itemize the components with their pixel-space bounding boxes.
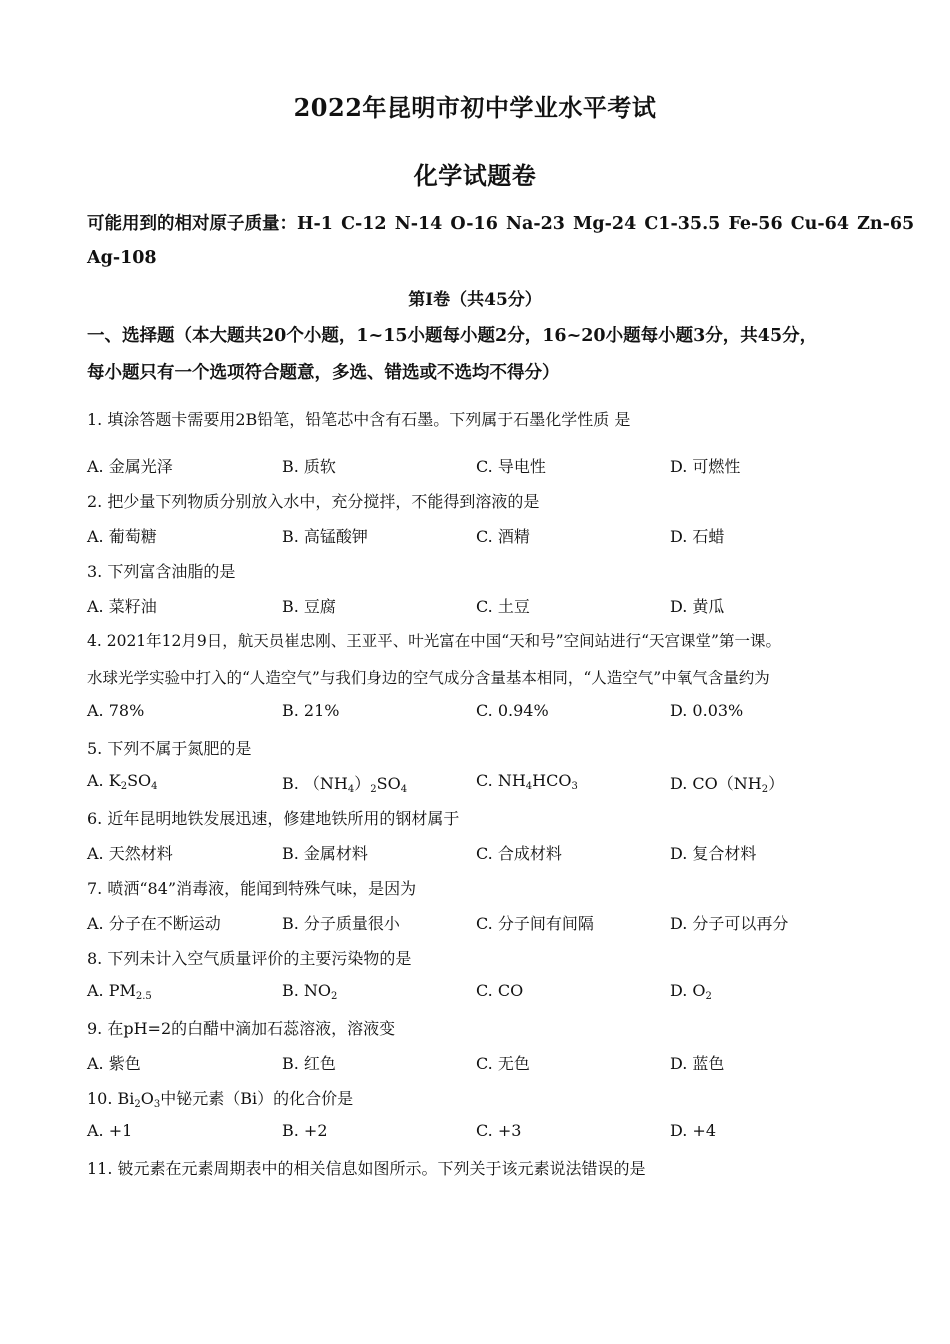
question-stem: 7. 喷洒“84”消毒液，能闻到特殊气味，是因为 (87, 879, 417, 898)
option-b: B. 高锰酸钾 (282, 527, 368, 546)
option-c: C. CO (476, 981, 524, 1000)
option-c: C. 无色 (476, 1054, 530, 1073)
section-instructions-2: 每小题只有一个选项符合题意，多选、错选或不选均不得分） (87, 363, 560, 383)
option-a: A. 葡萄糖 (87, 527, 157, 546)
question-stem: 9. 在pH=2的白醋中滴加石蕊溶液，溶液变 (87, 1019, 396, 1038)
option-a: A. 金属光泽 (87, 457, 173, 476)
atomic-masses-line1: 可能用到的相对原子质量：H-1 C-12 N-14 O-16 Na-23 Mg-24 C1-35.5 Fe-56 Cu-64 Zn-65 (87, 214, 915, 234)
option-a: A. $PM_{2.5}$ (87, 981, 152, 1002)
option-a: A. 分子在不断运动 (87, 914, 221, 933)
volume-heading: 第Ⅰ卷（共45分） (408, 290, 542, 310)
question-stem: 3. 下列富含油脂的是 (87, 562, 236, 581)
option-d: D. 可燃性 (670, 457, 741, 476)
option-b: B. 豆腐 (282, 597, 336, 616)
option-a: A. +1 (87, 1121, 133, 1140)
option-c: C. 合成材料 (476, 844, 562, 863)
option-d: D. 分子可以再分 (670, 914, 789, 933)
question-stem: 2. 把少量下列物质分别放入水中，充分搅拌，不能得到溶液的是 (87, 492, 540, 511)
option-d: D. 黄瓜 (670, 597, 725, 616)
option-b: B. $NO_2$ (282, 981, 338, 1002)
option-b: B. 金属材料 (282, 844, 368, 863)
option-c: C. +3 (476, 1121, 522, 1140)
option-a: A. 菜籽油 (87, 597, 157, 616)
question-stem: 1. 填涂答题卡需要用2B铅笔，铅笔芯中含有石墨。下列属于石墨化学性质 是 (87, 410, 631, 429)
option-d: D. $O_2$ (670, 981, 712, 1002)
option-a: A. 78% (87, 701, 145, 720)
option-b: B. $(NH_4)_2SO_4$ (282, 774, 408, 795)
option-b: B. +2 (282, 1121, 328, 1140)
atomic-masses-line2: Ag-108 (87, 248, 157, 268)
exam-title: 2022年昆明市初中学业水平考试 (293, 93, 657, 122)
option-a: A. $K_2SO_4$ (87, 771, 158, 792)
option-c: C. 导电性 (476, 457, 546, 476)
question-stem: 11. 铍元素在元素周期表中的相关信息如图所示。下列关于该元素说法错误的是 (87, 1159, 646, 1178)
option-d: D. 石蜡 (670, 527, 725, 546)
option-d: D. 蓝色 (670, 1054, 725, 1073)
question-stem: 6. 近年昆明地铁发展迅速，修建地铁所用的钢材属于 (87, 809, 460, 828)
option-c: C. 土豆 (476, 597, 530, 616)
option-b: B. 红色 (282, 1054, 336, 1073)
option-b: B. 质软 (282, 457, 336, 476)
option-c: C. 分子间有间隔 (476, 914, 594, 933)
paper-subtitle: 化学试题卷 (413, 161, 537, 190)
question-stem: 5. 下列不属于氮肥的是 (87, 739, 252, 758)
option-b: B. 21% (282, 701, 340, 720)
option-c: C. 0.94% (476, 701, 549, 720)
option-c: C. 酒精 (476, 527, 530, 546)
option-c: C. $NH_4HCO_3$ (476, 771, 578, 792)
question-stem: 8. 下列未计入空气质量评价的主要污染物的是 (87, 949, 412, 968)
option-b: B. 分子质量很小 (282, 914, 400, 933)
option-d: D. 复合材料 (670, 844, 757, 863)
option-d: D. 0.03% (670, 701, 744, 720)
option-a: A. 天然材料 (87, 844, 173, 863)
section-instructions-1: 一、选择题（本大题共20个小题，1~15小题每小题2分，16~20小题每小题3分，共45分， (87, 326, 818, 346)
option-a: A. 紫色 (87, 1054, 141, 1073)
question-stem: 10. $Bi_2O_3$中铋元素（Bi）的化合价是 (87, 1089, 354, 1110)
question-stem: 4. 2021年12月9日，航天员崔忠刚、王亚平、叶光富在中国“天和号”空间站进行“天宫课堂”第一课。 (87, 632, 781, 650)
option-d: D. +4 (670, 1121, 717, 1140)
option-d: D. $CO(NH_2)$ (670, 774, 785, 795)
question-stem-continued: 水球光学实验中打入的“人造空气”与我们身边的空气成分含量基本相同，“人造空气”中氧气含量约为 (87, 669, 770, 687)
